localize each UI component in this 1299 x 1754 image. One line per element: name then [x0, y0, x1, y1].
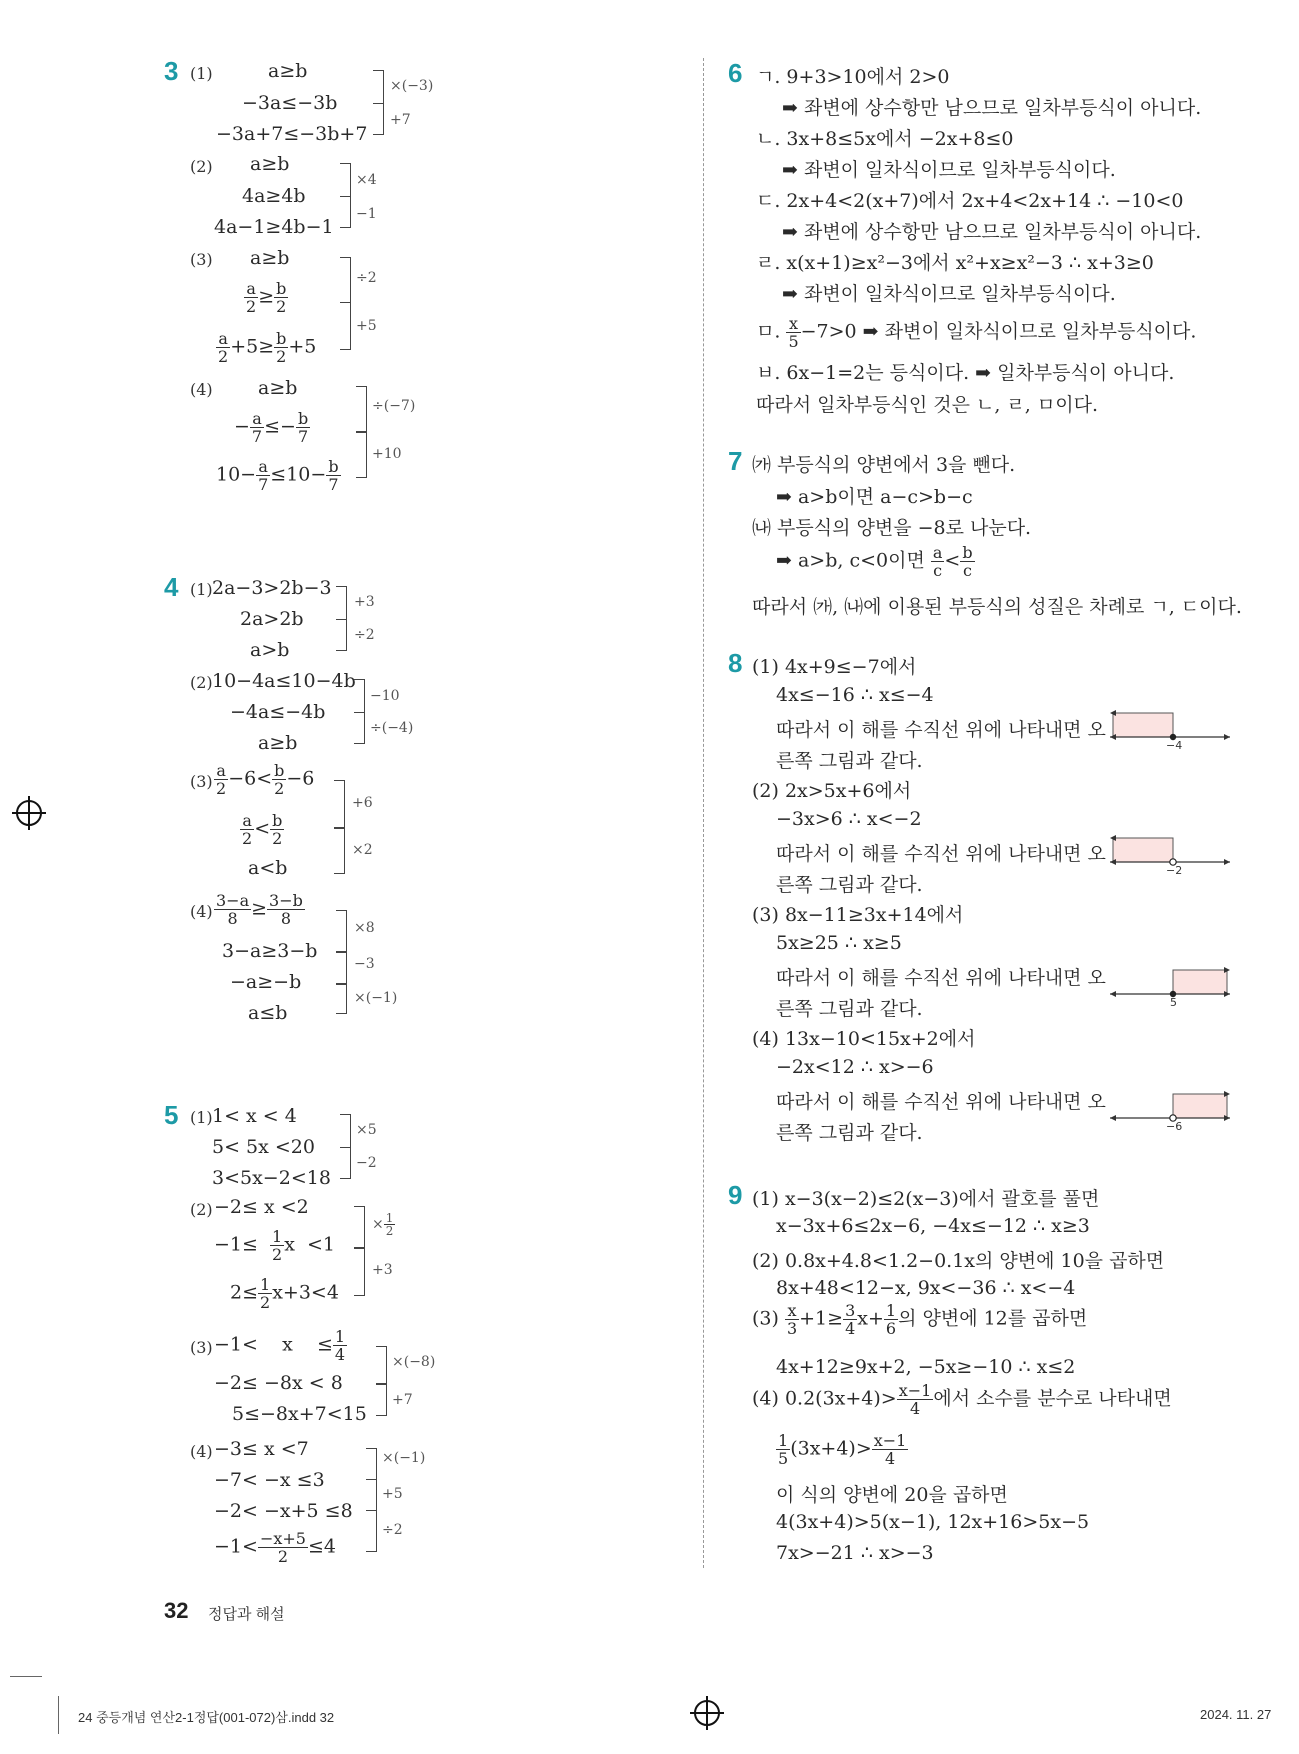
math-line: 4a−1≥4b−1 [214, 216, 334, 238]
question-number-9: 9 [728, 1180, 743, 1210]
math-line: −7< −x ≤3 [214, 1469, 325, 1491]
column-divider [703, 58, 704, 1568]
text-line: ㅁ. $\frac{x}{5}$ −7>0 ➡ 좌변이 일차식이므로 일차부등식이다. [756, 314, 1197, 351]
step-bracket [340, 1114, 351, 1148]
step-bracket [366, 1448, 377, 1480]
text-line: 5x≥25 ∴ x≥5 [776, 932, 902, 954]
text-line: (2) 0.8x+4.8<1.2−0.1x의 양변에 10을 곱하면 [752, 1250, 1165, 1272]
step-operation: +5 [382, 1486, 403, 1502]
text-line: ㄷ. 2x+4<2(x+7)에서 2x+4<2x+14 ∴ −10<0 [756, 190, 1184, 212]
math-line: a≤b [248, 1002, 288, 1024]
math-line: 2a>2b [240, 608, 304, 630]
math-line: −a≥−b [230, 971, 302, 993]
math-line: 1< x < 4 [212, 1105, 297, 1127]
step-operation: +3 [354, 594, 375, 610]
step-bracket [336, 910, 347, 952]
math-line: −4a≤−4b [230, 701, 326, 723]
math-line: a≥b [268, 60, 308, 82]
text-line: 이 식의 양변에 20을 곱하면 [776, 1484, 1008, 1506]
part-label: (3) [190, 772, 213, 791]
math-line: −3a≤−3b [242, 92, 338, 114]
print-date: 2024. 11. 27 [1200, 1707, 1272, 1722]
step-bracket [376, 1384, 387, 1416]
step-bracket [354, 712, 365, 744]
math-line: −2≤ −8x < 8 [214, 1372, 343, 1394]
part-label: (3) [190, 250, 213, 269]
step-bracket [354, 1248, 365, 1296]
text-line: 따라서 ㈎, ㈏에 이용된 부등식의 성질은 차례로 ㄱ, ㄷ이다. [752, 596, 1242, 618]
step-operation: −1 [356, 206, 377, 222]
math-line: $\frac{a}{2}$ ≥ $\frac{b}{2}$ [246, 279, 287, 316]
crop-mark [10, 1676, 42, 1677]
step-operation: ÷2 [356, 270, 377, 286]
text-line: 4x+12≥9x+2, −5x≥−10 ∴ x≤2 [776, 1356, 1076, 1378]
tick-label: 5 [1170, 996, 1177, 1006]
tick-label: −4 [1166, 739, 1183, 749]
text-line: (3) 8x−11≥3x+14에서 [752, 904, 964, 926]
math-line: 5< 5x <20 [212, 1136, 315, 1158]
registration-mark-icon [694, 1700, 720, 1726]
page-number: 32 [164, 1598, 189, 1623]
math-line: − $\frac{a}{7}$ ≤− $\frac{b}{7}$ [234, 409, 309, 446]
text-line: 른쪽 그림과 같다. [776, 750, 923, 772]
text-line: 른쪽 그림과 같다. [776, 1122, 923, 1144]
question-number-8: 8 [728, 648, 743, 678]
text-line: ㈎ 부등식의 양변에서 3을 뺀다. [752, 454, 1016, 476]
text-line: 8x+48<12−x, 9x<−36 ∴ x<−4 [776, 1277, 1076, 1299]
math-line: 3<5x−2<18 [212, 1167, 331, 1189]
step-bracket [336, 952, 347, 984]
step-operation: ×8 [354, 920, 375, 936]
part-label: (4) [190, 902, 213, 921]
question-number-6: 6 [728, 58, 743, 88]
math-line: $\frac{a}{2}$ < $\frac{b}{2}$ [242, 811, 283, 848]
text-line: ➡ 좌변이 일차식이므로 일차부등식이다. [782, 159, 1116, 181]
step-bracket [356, 432, 367, 478]
number-line-2 [1110, 830, 1230, 874]
text-line: ㄹ. x(x+1)≥x²−3에서 x²+x≥x²−3 ∴ x+3≥0 [756, 252, 1154, 274]
step-operation: +3 [372, 1262, 393, 1278]
math-line: 10−4a≤10−4b [212, 670, 356, 692]
crop-mark [58, 1696, 59, 1734]
math-line: $\frac{a}{2}$ −6< $\frac{b}{2}$ −6 [216, 761, 315, 798]
step-operation: ×(−1) [354, 990, 398, 1006]
step-bracket [366, 1479, 377, 1511]
math-line: 3−a≥3−b [222, 940, 318, 962]
step-bracket [340, 163, 351, 197]
registration-mark-icon [16, 800, 42, 826]
step-operation: ÷(−4) [370, 720, 414, 736]
part-label: (2) [190, 673, 213, 692]
math-line: −2≤ x <2 [214, 1196, 309, 1218]
text-fragment: 의 양변에 12를 곱하면 [898, 1307, 1088, 1330]
text-line: x−3x+6≤2x−6, −4x≤−12 ∴ x≥3 [776, 1215, 1090, 1237]
tick-label: −6 [1166, 1120, 1183, 1130]
text-line: $\frac{1}{5}$ (3x+4)> $\frac{x-1}{4}$ [778, 1431, 907, 1468]
math-line: −2< −x+5 ≤8 [214, 1500, 353, 1522]
step-bracket [340, 257, 351, 303]
step-operation: ×4 [356, 172, 377, 188]
step-bracket [340, 196, 351, 228]
text-line: ➡ a>b, c<0이면 $\frac{a}{c}$ < $\frac{b}{c}$ [776, 543, 973, 580]
text-line: ㄱ. 9+3>10에서 2>0 [756, 66, 950, 88]
text-line: ㅂ. 6x−1=2는 등식이다. ➡ 일차부등식이 아니다. [756, 362, 1175, 384]
number-line-1 [1110, 705, 1230, 749]
step-bracket [334, 780, 345, 828]
text-line: ㈏ 부등식의 양변을 −8로 나눈다. [752, 517, 1032, 539]
number-line-4 [1110, 1086, 1230, 1130]
step-bracket [336, 619, 347, 651]
step-operation: +5 [356, 318, 377, 334]
step-operation: −10 [370, 688, 400, 704]
math-line: a≥b [250, 153, 290, 175]
text-line: ➡ 좌변에 상수항만 남으므로 일차부등식이 아니다. [782, 221, 1202, 243]
math-line: a≥b [250, 247, 290, 269]
step-bracket [354, 1206, 365, 1248]
text-fragment: −7>0 ➡ 좌변이 일차식이므로 일차부등식이다. [800, 320, 1197, 343]
question-number-7: 7 [728, 446, 743, 476]
text-line: (1) x−3(x−2)≤2(x−3)에서 괄호를 풀면 [752, 1188, 1100, 1210]
part-label: (1) [190, 64, 213, 83]
part-label: (2) [190, 157, 213, 176]
part-label: (2) [190, 1200, 213, 1219]
text-line: 따라서 이 해를 수직선 위에 나타내면 오 [776, 1091, 1106, 1113]
math-line: −1< x ≤ $\frac{1}{4}$ [214, 1327, 346, 1364]
text-line: (3) $\frac{x}{3}$ +1≥ $\frac{3}{4}$ x+ $\frac{1}{6}$ 의 양변에 12를 곱하면 [752, 1301, 1088, 1338]
text-line: ➡ a>b이면 a−c>b−c [776, 486, 973, 508]
math-line: −3≤ x <7 [214, 1438, 309, 1460]
text-line: (1) 4x+9≤−7에서 [752, 656, 917, 678]
text-line: 따라서 이 해를 수직선 위에 나타내면 오 [776, 843, 1106, 865]
math-line: a>b [250, 639, 290, 661]
math-line: −3a+7≤−3b+7 [216, 123, 368, 145]
text-line: ㄴ. 3x+8≤5x에서 −2x+8≤0 [756, 128, 1014, 150]
file-name: 24 중등개념 연산2-1정답(001-072)삼.indd 32 [78, 1710, 335, 1725]
text-line: (4) 0.2(3x+4)> $\frac{x-1}{4}$ 에서 소수를 분수로 나타내면 [752, 1381, 1172, 1418]
text-line: 7x>−21 ∴ x>−3 [776, 1542, 934, 1564]
text-line: ➡ 좌변이 일차식이므로 일차부등식이다. [782, 283, 1116, 305]
step-bracket [340, 1147, 351, 1179]
step-operation: ×(−1) [382, 1450, 426, 1466]
number-line-3 [1110, 962, 1230, 1006]
text-line: ➡ 좌변에 상수항만 남으므로 일차부등식이 아니다. [782, 97, 1202, 119]
math-line: −1≤ $\frac{1}{2}$ x <1 [214, 1227, 336, 1264]
math-line: $\frac{a}{2}$ +5≥ $\frac{b}{2}$ +5 [218, 329, 317, 366]
step-operation: ÷2 [354, 627, 375, 643]
text-fragment: 에서 소수를 분수로 나타내면 [933, 1387, 1172, 1410]
step-operation: ×(−8) [392, 1354, 436, 1370]
question-number-4: 4 [164, 572, 179, 602]
text-line: (4) 13x−10<15x+2에서 [752, 1028, 976, 1050]
step-operation: ÷(−7) [372, 398, 416, 414]
part-label: (1) [190, 1108, 213, 1127]
text-line: 4x≤−16 ∴ x≤−4 [776, 684, 934, 706]
step-operation: +10 [372, 446, 402, 462]
text-line: −2x<12 ∴ x>−6 [776, 1056, 934, 1078]
part-label: (4) [190, 380, 213, 399]
math-line: −1< $\frac{-x+5}{2}$ ≤4 [214, 1529, 336, 1566]
math-line: 2a−3>2b−3 [212, 577, 332, 599]
step-operation: ÷2 [382, 1522, 403, 1538]
step-operation: −3 [354, 956, 375, 972]
step-operation: +7 [390, 112, 411, 128]
question-number-5: 5 [164, 1100, 179, 1130]
step-bracket [373, 70, 384, 104]
text-line: 른쪽 그림과 같다. [776, 874, 923, 896]
text-line: −3x>6 ∴ x<−2 [776, 808, 922, 830]
math-line: $\frac{3-a}{8}$ ≥ $\frac{3-b}{8}$ [216, 891, 303, 928]
step-operation: ×(−3) [390, 78, 434, 94]
step-bracket [356, 386, 367, 432]
text-line: (2) 2x>5x+6에서 [752, 780, 912, 802]
step-bracket [376, 1346, 387, 1384]
math-line: a≥b [258, 732, 298, 754]
part-label: (1) [190, 580, 213, 599]
step-bracket [340, 302, 351, 350]
text-line: 4(3x+4)>5(x−1), 12x+16>5x−5 [776, 1511, 1090, 1533]
text-line: 른쪽 그림과 같다. [776, 998, 923, 1020]
math-line: 2≤ $\frac{1}{2}$ x+3<4 [230, 1275, 339, 1312]
text-line: 따라서 일차부등식인 것은 ㄴ, ㄹ, ㅁ이다. [756, 394, 1098, 416]
step-operation: ×5 [356, 1122, 377, 1138]
math-line: 5≤−8x+7<15 [232, 1403, 367, 1425]
step-operation-half: × $\frac{1}{2}$ [372, 1211, 394, 1238]
step-operation: −2 [356, 1155, 377, 1171]
part-label: (4) [190, 1442, 213, 1461]
step-bracket [373, 103, 384, 135]
step-operation: +7 [392, 1392, 413, 1408]
math-line: a≥b [258, 377, 298, 399]
step-bracket [334, 828, 345, 874]
text-line: 따라서 이 해를 수직선 위에 나타내면 오 [776, 719, 1106, 741]
text-fragment: (4) 0.2(3x+4)> [752, 1387, 897, 1410]
math-line: 10− $\frac{a}{7}$ ≤10− $\frac{b}{7}$ [216, 457, 339, 494]
tick-label: −2 [1166, 864, 1183, 874]
part-label: (3) [190, 1338, 213, 1357]
text-line: 따라서 이 해를 수직선 위에 나타내면 오 [776, 967, 1106, 989]
step-bracket [366, 1510, 377, 1552]
step-bracket [354, 679, 365, 713]
section-title: 정답과 해설 [208, 1606, 285, 1623]
step-bracket [336, 984, 347, 1014]
step-operation: ×2 [352, 842, 373, 858]
question-number-3: 3 [164, 56, 179, 86]
step-operation: +6 [352, 795, 373, 811]
text-fragment: ➡ a>b, c<0이면 [776, 549, 925, 572]
step-bracket [336, 586, 347, 620]
math-line: a<b [248, 857, 288, 879]
math-line: 4a≥4b [242, 185, 306, 207]
